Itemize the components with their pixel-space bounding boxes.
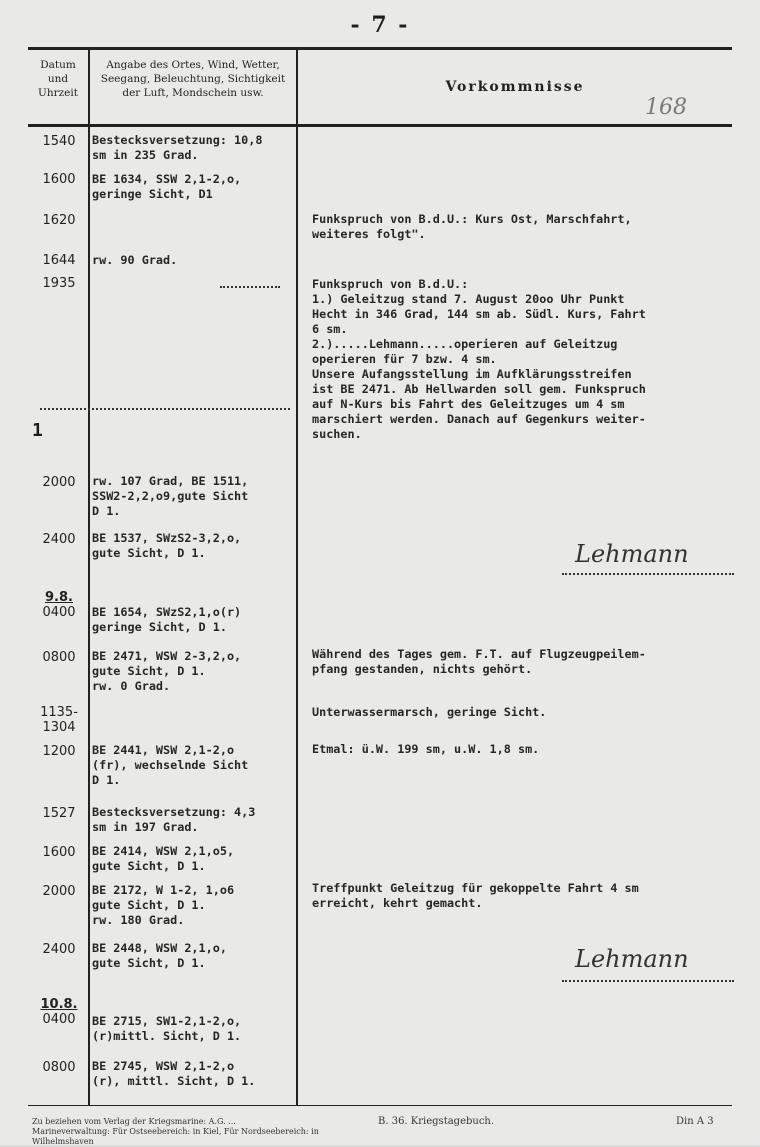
column-divider-1 — [88, 47, 90, 1105]
entry-time: 1200 — [42, 744, 76, 759]
entry-time: 2400 — [42, 942, 76, 957]
entry-date: 9.8. — [45, 590, 73, 605]
entry-date: 10.8. — [40, 997, 78, 1012]
entry-time-value: 0400 — [42, 1012, 76, 1027]
footer-rule — [28, 1105, 732, 1106]
header-events: Vorkommnisse — [445, 79, 585, 95]
entry-time-value: 0400 — [42, 605, 76, 620]
entry-time: 1600 — [42, 845, 76, 860]
dotted-separator — [220, 286, 280, 288]
entry-place: BE 2414, WSW 2,1,o5, gute Sicht, D 1. — [92, 844, 235, 873]
entry-time: 1540 — [42, 134, 76, 149]
entry-place: BE 2715, SW1-2,1-2,o, (r)mittl. Sicht, D 1. — [92, 1014, 242, 1043]
signature: Lehmann — [575, 945, 689, 973]
entry-event: Unterwassermarsch, geringe Sicht. — [312, 705, 547, 719]
entry-event: Etmal: ü.W. 199 sm, u.W. 1,8 sm. — [312, 742, 540, 756]
entry-place: BE 1634, SSW 2,1-2,o, geringe Sicht, D1 — [92, 172, 242, 201]
entry-time: 1600 — [42, 172, 76, 187]
dotted-separator — [40, 408, 290, 410]
entry-time: 0800 — [42, 1060, 76, 1075]
entry-time: 2000 — [42, 884, 76, 899]
signature: Lehmann — [575, 540, 689, 568]
header-top-rule — [28, 47, 732, 50]
dotted-separator — [562, 980, 734, 982]
entry-time: 1620 — [42, 213, 76, 228]
footer-publisher-note: Zu beziehen vom Verlag der Kriegsmarine: A.G. ... Marineverwaltung: Für Ostseebereich: in Kiel, Für Nordseebereich: in Wilhelmshaven — [32, 1117, 319, 1146]
footer-form-title: B. 36. Kriegstagebuch. — [378, 1116, 495, 1127]
margin-mark-icon: 1 — [32, 420, 43, 441]
entry-place: BE 2441, WSW 2,1-2,o (fr), wechselnde Sicht D 1. — [92, 743, 249, 787]
entry-place: BE 2745, WSW 2,1-2,o (r), mittl. Sicht, D 1. — [92, 1059, 256, 1088]
footer-paper-format: Din A 3 — [676, 1116, 714, 1127]
entry-event: Während des Tages gem. F.T. auf Flugzeugpeilem- pfang gestanden, nichts gehört. — [312, 647, 646, 676]
entry-place: BE 1537, SWzS2-3,2,o, gute Sicht, D 1. — [92, 531, 242, 560]
header-place-weather: Angabe des Ortes, Wind, Wetter, Seegang, Beleuchtung, Sichtigkeit der Luft, Mondschein usw. — [100, 59, 286, 99]
entry-place: Bestecksversetzung: 10,8 sm in 235 Grad. — [92, 133, 263, 162]
entry-place: rw. 107 Grad, BE 1511, SSW2-2,2,o9,gute Sicht D 1. — [92, 474, 249, 518]
entry-place: BE 2172, W 1-2, 1,o6 gute Sicht, D 1. rw. 180 Grad. — [92, 883, 235, 927]
entry-place: BE 1654, SWzS2,1,o(r) geringe Sicht, D 1. — [92, 605, 242, 634]
entry-event: Treffpunkt Geleitzug für gekoppelte Fahrt 4 sm erreicht, kehrt gemacht. — [312, 881, 639, 910]
handwritten-page-mark: 168 — [645, 95, 687, 120]
entry-place: rw. 90 Grad. — [92, 253, 178, 267]
entry-time: 2000 — [42, 475, 76, 490]
entry-time: 1644 — [42, 253, 76, 268]
entry-time: 2400 — [42, 532, 76, 547]
entry-time: 1527 — [42, 806, 76, 821]
entry-time — [30, 590, 88, 620]
header-date-time: Datum und Uhrzeit — [38, 59, 78, 99]
entry-time — [30, 997, 88, 1027]
page-number: - 7 - — [350, 12, 410, 38]
entry-event: Funkspruch von B.d.U.: 1.) Geleitzug stand 7. August 20oo Uhr Punkt Hecht in 346 Grad, 144 sm ab. Südl. Kurs, Fahrt 6 sm. 2.).....Lehmann.....operieren auf Geleitzug operieren für 7 bzw. 4 sm. Unsere Aufangsstellung im Aufklärungsstreifen ist BE 2471. Ab Hellwarden soll gem. Funkspruch auf N-Kurs bis Fahrt des Geleitzuges um 4 sm marschiert werden. Danach auf Gegenkurs weiter- suchen. — [312, 277, 646, 441]
entry-place: Bestecksversetzung: 4,3 sm in 197 Grad. — [92, 805, 256, 834]
header-bottom-rule — [28, 124, 732, 127]
entry-event: Funkspruch von B.d.U.: Kurs Ost, Marschfahrt, weiteres folgt". — [312, 212, 632, 241]
dotted-separator — [562, 573, 734, 575]
entry-place: BE 2448, WSW 2,1,o, gute Sicht, D 1. — [92, 941, 227, 970]
entry-time: 1935 — [42, 276, 76, 291]
entry-time: 1135- 1304 — [40, 705, 78, 735]
entry-time: 0800 — [42, 650, 76, 665]
entry-place: BE 2471, WSW 2-3,2,o, gute Sicht, D 1. rw. 0 Grad. — [92, 649, 242, 693]
